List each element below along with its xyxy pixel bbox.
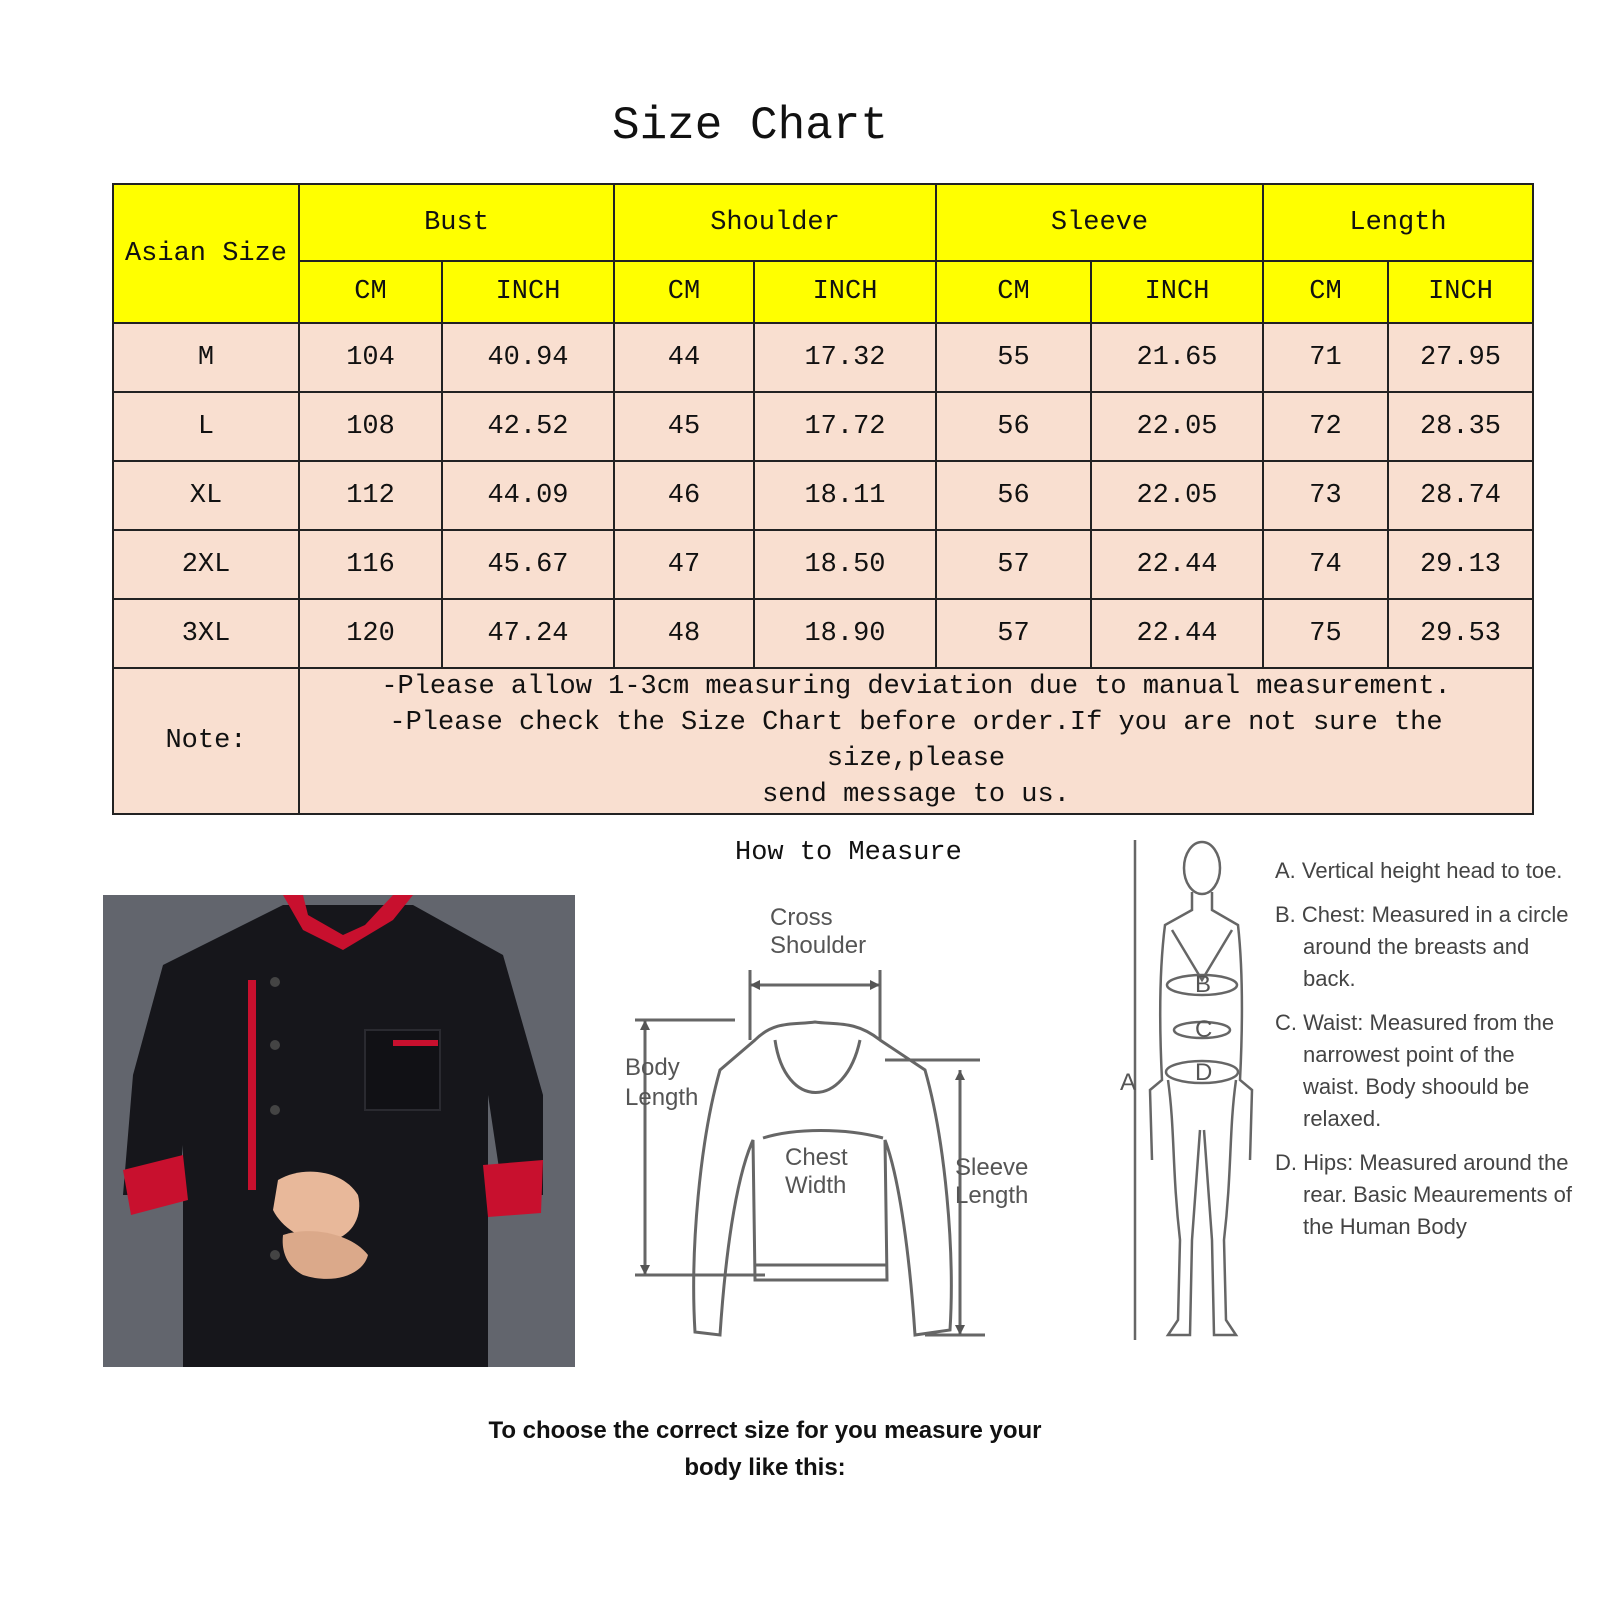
table-row (113, 461, 1533, 530)
body-figure-diagram (1120, 840, 1260, 1370)
value-cell: 22.44 (1091, 599, 1263, 668)
unit-inch: INCH (754, 261, 936, 323)
figure-label-b: B (1195, 971, 1212, 998)
value-cell: 45.67 (442, 530, 614, 599)
footer-instruction (440, 1412, 1090, 1486)
page-title: Size Chart (611, 100, 889, 152)
group-bust: Bust (299, 184, 614, 261)
body-length-label: Body (625, 1054, 680, 1081)
how-to-measure-title: How to Measure (735, 838, 962, 868)
value-cell: 22.05 (1091, 392, 1263, 461)
chef-jacket-photo (103, 895, 575, 1367)
value-cell: 29.13 (1388, 530, 1533, 599)
legend-item: C. Waist: Measured from the narrowest point of the waist. Body shoould be relaxed. (1275, 1010, 1555, 1131)
group-shoulder: Shoulder (614, 184, 936, 261)
measurement-legend (1275, 855, 1575, 1255)
value-cell: 21.65 (1091, 323, 1263, 392)
value-cell: 28.74 (1388, 461, 1533, 530)
value-cell: 47.24 (442, 599, 614, 668)
cross-shoulder-label: Shoulder (770, 932, 867, 959)
size-header: Asian Size (113, 184, 299, 323)
value-cell: 75 (1263, 599, 1388, 668)
figure-label-a: A (1120, 1069, 1137, 1096)
value-cell: 56 (936, 392, 1091, 461)
note-row (113, 668, 1533, 814)
sleeve-length-label: Sleeve (955, 1154, 1029, 1181)
note-line: send message to us. (762, 780, 1070, 810)
size-table (112, 183, 1534, 815)
value-cell: 18.50 (754, 530, 936, 599)
value-cell: 28.35 (1388, 392, 1533, 461)
value-cell: 27.95 (1388, 323, 1533, 392)
garment-measure-diagram (625, 880, 1045, 1350)
value-cell: 40.94 (442, 323, 614, 392)
group-sleeve: Sleeve (936, 184, 1263, 261)
chest-width-label: Chest (785, 1144, 848, 1171)
size-cell: M (113, 323, 299, 392)
body-length-label: Length (625, 1084, 699, 1111)
value-cell: 44.09 (442, 461, 614, 530)
value-cell: 74 (1263, 530, 1388, 599)
value-cell: 57 (936, 530, 1091, 599)
unit-cm: CM (936, 261, 1091, 323)
unit-inch: INCH (442, 261, 614, 323)
value-cell: 22.44 (1091, 530, 1263, 599)
unit-inch: INCH (1091, 261, 1263, 323)
value-cell: 22.05 (1091, 461, 1263, 530)
value-cell: 71 (1263, 323, 1388, 392)
legend-item: B. Chest: Measured in a circle around the breasts and back. (1275, 902, 1569, 991)
value-cell: 55 (936, 323, 1091, 392)
value-cell: 18.11 (754, 461, 936, 530)
sleeve-length-label: Length (955, 1182, 1029, 1209)
legend-item: A. Vertical height head to toe. (1275, 858, 1563, 883)
unit-cm: CM (1263, 261, 1388, 323)
value-cell: 57 (936, 599, 1091, 668)
value-cell: 46 (614, 461, 754, 530)
value-cell: 116 (299, 530, 442, 599)
size-cell: 2XL (113, 530, 299, 599)
value-cell: 44 (614, 323, 754, 392)
value-cell: 45 (614, 392, 754, 461)
footer-line: body like this: (684, 1454, 846, 1481)
value-cell: 108 (299, 392, 442, 461)
size-cell: XL (113, 461, 299, 530)
value-cell: 17.32 (754, 323, 936, 392)
cross-shoulder-label: Cross (770, 904, 833, 931)
note-label: Note: (113, 668, 299, 814)
value-cell: 29.53 (1388, 599, 1533, 668)
table-row (113, 392, 1533, 461)
value-cell: 104 (299, 323, 442, 392)
figure-label-d: D (1195, 1059, 1213, 1086)
legend-item: D. Hips: Measured around the rear. Basic Meaurements of the Human Body (1275, 1150, 1573, 1239)
figure-label-c: C (1195, 1016, 1213, 1043)
size-cell: 3XL (113, 599, 299, 668)
value-cell: 42.52 (442, 392, 614, 461)
chest-width-label: Width (785, 1172, 847, 1199)
footer-line: To choose the correct size for you measure your (488, 1417, 1042, 1444)
note-line: -Please check the Size Chart before order.If you are not sure the size,please (389, 708, 1443, 774)
value-cell: 17.72 (754, 392, 936, 461)
value-cell: 47 (614, 530, 754, 599)
value-cell: 73 (1263, 461, 1388, 530)
value-cell: 72 (1263, 392, 1388, 461)
value-cell: 48 (614, 599, 754, 668)
table-row (113, 323, 1533, 392)
value-cell: 56 (936, 461, 1091, 530)
value-cell: 120 (299, 599, 442, 668)
unit-cm: CM (614, 261, 754, 323)
unit-inch: INCH (1388, 261, 1533, 323)
note-text (299, 668, 1533, 814)
note-line: -Please allow 1-3cm measuring deviation due to manual measurement. (381, 672, 1451, 702)
table-row (113, 530, 1533, 599)
size-cell: L (113, 392, 299, 461)
value-cell: 18.90 (754, 599, 936, 668)
table-row (113, 599, 1533, 668)
unit-cm: CM (299, 261, 442, 323)
value-cell: 112 (299, 461, 442, 530)
group-length: Length (1263, 184, 1533, 261)
